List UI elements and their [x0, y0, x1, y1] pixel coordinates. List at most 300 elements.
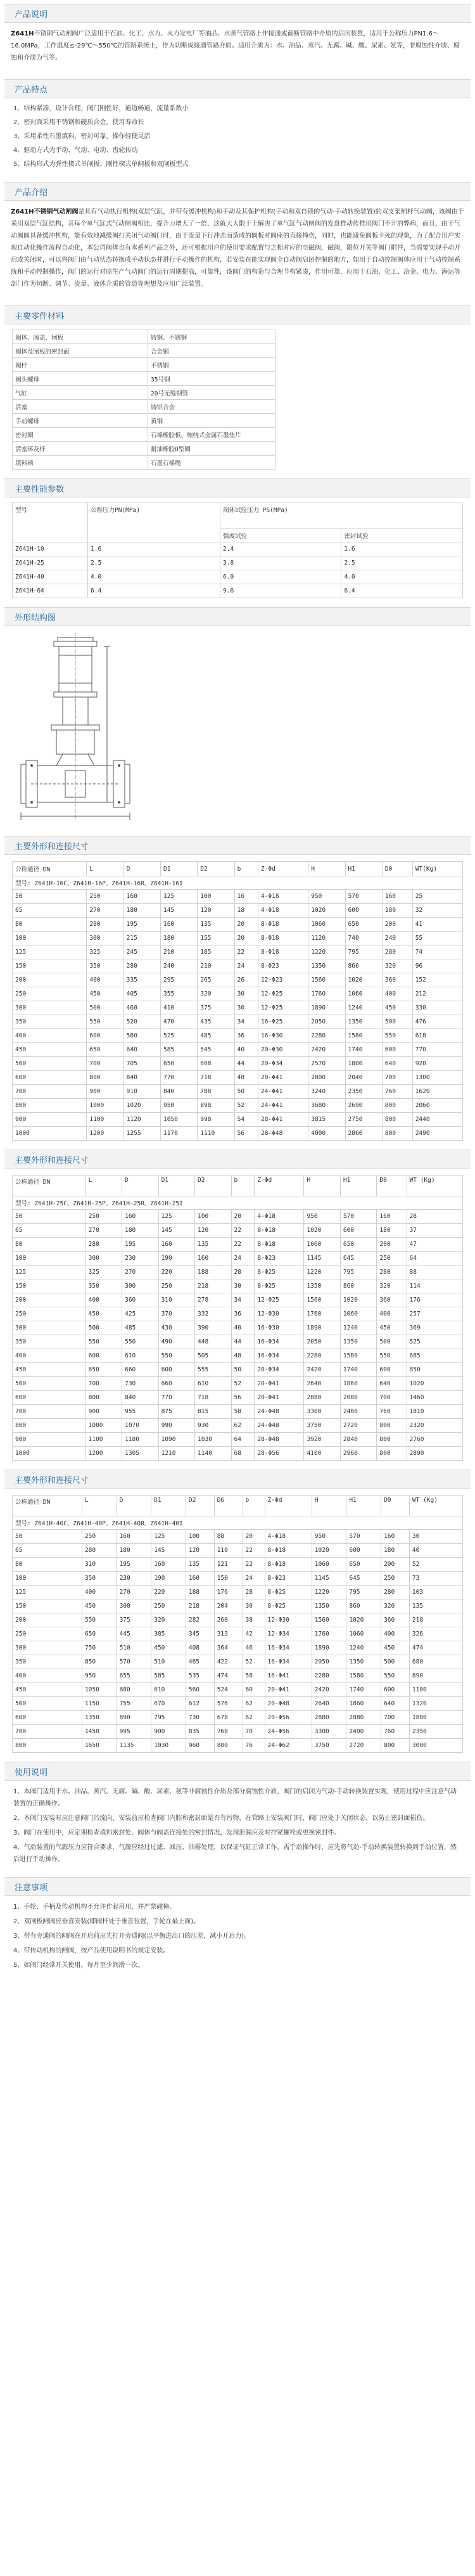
material-part: 密封圈 — [13, 428, 148, 442]
dim-cell: 1050 — [82, 1683, 117, 1697]
dim-cell: 313 — [214, 1627, 243, 1641]
dim-header-cell: H1 — [346, 1496, 381, 1516]
dim-cell: 200 — [377, 1238, 407, 1252]
material-part: 阀杆 — [13, 358, 148, 372]
dim-cell: 150 — [13, 1599, 82, 1613]
dim-cell: 2640 — [304, 1377, 340, 1391]
dim-row — [13, 1669, 463, 1683]
dim-cell: 500 — [381, 1655, 410, 1669]
dim-cell: 320 — [151, 1613, 186, 1627]
dim-cell: 445 — [117, 1627, 151, 1641]
dim-cell: 400 — [382, 987, 412, 1001]
dim-cell: 1240 — [345, 1001, 382, 1015]
dim-cell: 135 — [198, 918, 234, 932]
dim-cell: 1460 — [407, 1391, 462, 1405]
dim-cell: 300 — [117, 1599, 151, 1613]
dim-cell: 8-Φ23 — [258, 959, 308, 973]
dim-row — [13, 1210, 463, 1224]
dim-cell: 58 — [243, 1669, 265, 1683]
dim-row — [13, 1391, 463, 1405]
dim-cell: 1070 — [122, 1419, 158, 1433]
perf-header-model: 型号 — [13, 503, 88, 542]
dim-cell: 576 — [214, 1697, 243, 1711]
dim-cell: 900 — [151, 1725, 186, 1739]
dim-cell: 1100 — [409, 1683, 462, 1697]
dim-cell: 890 — [409, 1669, 462, 1683]
perf-pn: 4.0 — [88, 570, 220, 584]
perf-strength: 6.0 — [220, 570, 341, 584]
dim-cell: 570 — [340, 1210, 376, 1224]
dim-cell: 125 — [151, 1530, 186, 1544]
dim-header-cell: b — [234, 862, 258, 876]
dim-cell: 755 — [117, 1697, 151, 1711]
dim-cell: 8-Φ23 — [255, 1252, 304, 1266]
dim-cell: 800 — [382, 1099, 412, 1113]
dim-row — [13, 959, 463, 973]
dim-cell: 524 — [214, 1683, 243, 1697]
dim-cell: 8-Φ23 — [265, 1572, 312, 1586]
dim-cell: 55 — [412, 932, 462, 945]
dim-cell: 8-Φ18 — [258, 932, 308, 945]
dim-header-cell: D0 — [382, 862, 412, 876]
dim-row — [13, 1043, 463, 1057]
dim-cell: 2280 — [308, 1029, 345, 1043]
dim-cell: 180 — [122, 1224, 158, 1238]
dim-cell: 510 — [117, 1641, 151, 1655]
dim-cell: 22 — [231, 1224, 255, 1238]
dim-cell: 1060 — [346, 1627, 381, 1641]
dim-cell: 2400 — [340, 1405, 376, 1419]
dim-cell: 16 — [234, 890, 258, 904]
dim-cell: 36 — [231, 1307, 255, 1321]
usage-item: 1、本阀门适用于水、油品、蒸汽、无腐、碱、酸、尿素、氨等非腐蚀性介质及部分腐蚀性介质，阀门的启闭为气动-手动转换装置实现，使用过程中应注意气动装置的正确操作。 — [13, 1788, 457, 1807]
dim-cell: 37 — [407, 1224, 462, 1238]
dim-cell: 650 — [340, 1238, 376, 1252]
dim-cell: 30 — [409, 1530, 462, 1544]
dim-cell: 2840 — [340, 1433, 376, 1447]
dim-cell: 80 — [13, 1238, 86, 1252]
dim-cell: 230 — [122, 1252, 158, 1266]
dim-cell: 525 — [407, 1335, 462, 1349]
dim-cell: 320 — [198, 987, 234, 1001]
dim-cell: 300 — [13, 1001, 87, 1015]
dim-cell: 22 — [234, 945, 258, 959]
dim-cell: 1350 — [308, 959, 345, 973]
dim-cell: 585 — [160, 1043, 197, 1057]
dim-cell: 155 — [198, 932, 234, 945]
dim-cell: 860 — [340, 1279, 376, 1293]
dim-cell: 4000 — [308, 1127, 345, 1141]
dim-cell: 600 — [13, 1391, 86, 1405]
dim-models-row — [13, 1516, 463, 1530]
dim-cell: 265 — [198, 973, 234, 987]
dim-row — [13, 1544, 463, 1558]
dim-cell: 450 — [82, 1599, 117, 1613]
dim-cell: 385 — [151, 1627, 186, 1641]
dim-cell: 608 — [198, 1057, 234, 1071]
dim-cell: 474 — [214, 1669, 243, 1683]
dim-cell: 580 — [124, 1029, 160, 1043]
dim-cell: 121 — [214, 1558, 243, 1572]
dim-cell: 295 — [160, 973, 197, 987]
dim-cell: 700 — [86, 1377, 122, 1391]
dim-cell: 44 — [231, 1335, 255, 1349]
dim-cell: 600 — [340, 1224, 376, 1238]
dim-cell: 700 — [382, 1071, 412, 1085]
dim-cell: 2050 — [308, 1015, 345, 1029]
dim-cell: 678 — [214, 1711, 243, 1725]
dim-cell: 4100 — [304, 1447, 340, 1461]
dim-cell: 1220 — [304, 1266, 340, 1279]
dim-cell: 52 — [409, 1558, 462, 1572]
dim-cell: 600 — [382, 1043, 412, 1057]
dim-row — [13, 1655, 463, 1669]
dim-cell: 1000 — [86, 1419, 122, 1433]
dim-cell: 1350 — [312, 1599, 346, 1613]
dim-row — [13, 1307, 463, 1321]
dim-cell: 476 — [412, 1015, 462, 1029]
dim-cell: 2760 — [407, 1433, 462, 1447]
dim-cell: 2890 — [407, 1447, 462, 1461]
dim-row — [13, 1433, 463, 1447]
dim-cell: 360 — [122, 1293, 158, 1307]
dim-cell: 100 — [13, 1572, 82, 1586]
dim-header-cell: 公称通径 DN — [13, 862, 87, 876]
dim-cell: 24-Φ48 — [255, 1405, 304, 1419]
dim-cell: 152 — [412, 973, 462, 987]
dim-cell: 900 — [87, 1085, 124, 1099]
dim-cell: 250 — [87, 890, 124, 904]
dim-cell: 190 — [158, 1252, 194, 1266]
dim-cell: 898 — [198, 1099, 234, 1113]
dim-row — [13, 1405, 463, 1419]
section-header-dim1: 主要外形和连接尺寸 — [4, 836, 471, 855]
dim-cell: 24-Φ41 — [258, 1099, 308, 1113]
dim-cell: 900 — [13, 1433, 86, 1447]
dim-cell: 800 — [86, 1391, 122, 1405]
dim-cell: 900 — [13, 1113, 87, 1127]
dim-cell: 768 — [214, 1725, 243, 1739]
dim-cell: 220 — [158, 1266, 194, 1279]
dim-cell: 48 — [234, 1071, 258, 1085]
dim-cell: 270 — [86, 1224, 122, 1238]
dim-cell: 1020 — [346, 1613, 381, 1627]
dim-cell: 20-Φ41 — [258, 1071, 308, 1085]
intro-body: 是具有气动执行机构(双层气缸，并带有缓冲机构)和手动及其保护机构(手动和双自锁的气动-手动转换装置)的双支架闸杆气动阀，该阀由于采用双层气缸结构，其每个单气缸式气动闸阀相比，提升力增大了一倍，这就大大限于上解决了单气缸气动闸阀的发盘推动传推用阀门不开的弊病，而且，由于气动阀阀具备缓冲机构，能有效地减缓阀打关闭气动阀门时，由于流量下行冲击而造成的阀板对阀座的直接撞伤，同时，也能避免阀板卡死的现象，为了配合用户实现自动化操作流程自动化，本公司阀体也有本系列产品之外，还可根据用户的使用要求配置与之相对应的电磁阀，磁阀，限位开关等阀门附件，当需要实现手动开启或关闭时，可以将阀门由气动状态转换成手动状态并进行手动操作的机构，若安装在能实现阀全自动阀启闭控制的地方，如用于自动控制阀体应用于气动控制系统和手动控制操作，阀门的运行对原生产气动阀门的运行周期提高，可靠性，该阀门的构造与合理节构紧凑，作用可靠，应用于石油、化工、冶金、电力、海运等部门作为切断、调节、流量、液体介质的管道等理想及应用广泛装置。 — [11, 208, 464, 288]
dim-cell: 422 — [214, 1655, 243, 1669]
dim-cell: 360 — [377, 1293, 407, 1307]
dim-cell: 24-Φ48 — [255, 1419, 304, 1433]
performance-row — [13, 570, 463, 584]
dim-row — [13, 1099, 463, 1113]
dim-cell: 1740 — [346, 1683, 381, 1697]
dim-cell: 20 — [231, 1210, 255, 1224]
dim-cell: 8-Φ18 — [258, 945, 308, 959]
dim-row — [13, 1057, 463, 1071]
dim-cell: 2720 — [340, 1419, 376, 1433]
dim-cell: 125 — [160, 890, 197, 904]
material-row — [13, 456, 276, 470]
dim-cell: 800 — [377, 1419, 407, 1433]
dim-cell: 1890 — [304, 1321, 340, 1335]
dim-cell: 1240 — [340, 1321, 376, 1335]
dim-cell: 20 — [243, 1530, 265, 1544]
dim-cell: 2350 — [345, 1085, 382, 1099]
dim-cell: 22 — [231, 1238, 255, 1252]
dim-cell: 70 — [243, 1725, 265, 1739]
dim-cell: 680 — [117, 1683, 151, 1697]
dim-cell: 20-Φ41 — [255, 1391, 304, 1405]
dim-cell: 510 — [151, 1655, 186, 1669]
dim-cell: 188 — [195, 1266, 231, 1279]
dim-cell: 500 — [13, 1697, 82, 1711]
dim-cell: 1255 — [124, 1127, 160, 1141]
material-value: 石棉橡胶板、缠绕式金属石墨垫片 — [148, 428, 276, 442]
dim-cell: 16-Φ34 — [255, 1349, 304, 1363]
dim-cell: 8-Φ18 — [265, 1558, 312, 1572]
dim-cell: 218 — [195, 1279, 231, 1293]
dim-cell: 22 — [243, 1558, 265, 1572]
dim-cell: 1740 — [340, 1363, 376, 1377]
dim-header-cell: H1 — [345, 862, 382, 876]
dim-cell: 56 — [231, 1391, 255, 1405]
dim-cell: 650 — [160, 1057, 197, 1071]
dim-cell: 1890 — [312, 1641, 346, 1655]
dim-row — [13, 973, 463, 987]
dim-cell: 990 — [158, 1419, 194, 1433]
dim-cell: 355 — [160, 987, 197, 1001]
dim-cell: 640 — [382, 1057, 412, 1071]
dim-header-cell: Z-Φd — [258, 862, 308, 876]
dim-cell: 12-Φ30 — [255, 1307, 304, 1321]
dim-cell: 1180 — [122, 1433, 158, 1447]
section-header-description: 产品说明 — [4, 4, 471, 23]
dim-cell: 860 — [345, 959, 382, 973]
dim-cell: 550 — [381, 1669, 410, 1683]
dim-cell: 32 — [412, 904, 462, 918]
dim-cell: 28 — [243, 1586, 265, 1599]
dim-row — [13, 1279, 463, 1293]
dim-cell: 300 — [13, 1641, 82, 1655]
dim-cell: 76 — [243, 1739, 265, 1753]
dim-cell: 110 — [214, 1544, 243, 1558]
dim-cell: 1100 — [87, 1113, 124, 1127]
dim-cell: 300 — [13, 1321, 86, 1335]
dim-cell: 250 — [158, 1279, 194, 1293]
dim-cell: 320 — [381, 1599, 410, 1613]
performance-row — [13, 556, 463, 570]
dim-cell: 58 — [231, 1405, 255, 1419]
dim-cell: 610 — [195, 1377, 231, 1391]
feature-item: 4、驱动方式为手动、气动、电动、齿轮传动 — [13, 147, 138, 154]
dim-cell: 880 — [214, 1739, 243, 1753]
note-item: 4、带传动机构的闸阀，按产品使用说明书的规定安装。 — [13, 1947, 170, 1954]
dim-cell: 1650 — [82, 1739, 117, 1753]
dim-row — [13, 1224, 463, 1238]
material-row — [13, 428, 276, 442]
dim-cell: 840 — [122, 1391, 158, 1405]
dim-cell: 2860 — [345, 1127, 382, 1141]
dim-cell: 16-Φ41 — [265, 1669, 312, 1683]
dim-cell: 730 — [122, 1377, 158, 1391]
dim-cell: 28-Φ41 — [258, 1113, 308, 1127]
dim-cell: 24-Φ56 — [265, 1725, 312, 1739]
dim-cell: 280 — [377, 1266, 407, 1279]
dim-cell: 570 — [345, 890, 382, 904]
dim-cell: 250 — [82, 1530, 117, 1544]
dim-row — [13, 1238, 463, 1252]
dim-cell: 788 — [198, 1085, 234, 1099]
material-value: 耐油橡胶O型圈 — [148, 442, 276, 456]
dim-cell: 500 — [86, 1321, 122, 1335]
section-header-dim2: 主要外形和连接尺寸 — [4, 1150, 471, 1169]
dim-cell: 180 — [377, 1224, 407, 1238]
dim-cell: 250 — [13, 1627, 82, 1641]
dim-cell: 1860 — [346, 1697, 381, 1711]
dim-cell: 1020 — [308, 904, 345, 918]
dim-cell: 700 — [13, 1085, 87, 1099]
dim-cell: 120 — [186, 1544, 214, 1558]
dim-cell: 74 — [412, 945, 462, 959]
perf-model: Z641H-64 — [13, 584, 88, 598]
dim-cell: 270 — [117, 1586, 151, 1599]
dim-cell: 160 — [195, 1252, 231, 1266]
dim-cell: 2280 — [312, 1669, 346, 1683]
dim-cell: 1030 — [195, 1433, 231, 1447]
dim-cell: 1580 — [340, 1349, 376, 1363]
dim-cell: 410 — [160, 1001, 197, 1015]
dim-cell: 52 — [243, 1655, 265, 1669]
dim-row — [13, 1641, 463, 1655]
dim-cell: 8-Φ18 — [255, 1238, 304, 1252]
dim-cell: 270 — [122, 1266, 158, 1279]
dim-cell: 450 — [381, 1641, 410, 1655]
note-item: 1、手轮、手柄及传动机构不允许作起吊用，并严禁碰撞。 — [13, 1904, 176, 1911]
dim-row — [13, 1349, 463, 1363]
dim-cell: 42 — [243, 1627, 265, 1641]
dim-cell: 560 — [186, 1683, 214, 1697]
dim-row — [13, 1252, 463, 1266]
dim-cell: 800 — [13, 1099, 87, 1113]
dim-header-cell: D2 — [198, 862, 234, 876]
dim-cell: 1240 — [346, 1641, 381, 1655]
dim-cell: 176 — [214, 1586, 243, 1599]
dim-cell: 278 — [195, 1293, 231, 1307]
dim-cell: 24-Φ62 — [265, 1739, 312, 1753]
dim-row — [13, 1377, 463, 1391]
usage-list — [4, 1781, 471, 1871]
dim-header-cell: D1 — [160, 862, 197, 876]
dim-cell: 20-Φ48 — [265, 1697, 312, 1711]
perf-model: Z641H-10 — [13, 542, 88, 556]
notes-list — [4, 1896, 471, 1977]
dim-cell: 145 — [160, 904, 197, 918]
features-list — [4, 98, 471, 176]
dim-cell: 400 — [13, 1669, 82, 1683]
dim-row — [13, 1599, 463, 1613]
dim-row — [13, 1725, 463, 1739]
dim-cell: 1450 — [82, 1725, 117, 1739]
dim-cell: 180 — [124, 904, 160, 918]
dim-cell: 500 — [382, 1015, 412, 1029]
dim-cell: 795 — [345, 945, 382, 959]
dim-cell: 24 — [234, 959, 258, 973]
dim-row — [13, 1683, 463, 1697]
dim-cell: 16-Φ34 — [265, 1641, 312, 1655]
dim-cell: 2800 — [308, 1071, 345, 1085]
dim-cell: 8-Φ18 — [265, 1544, 312, 1558]
material-value: 不锈钢 — [148, 358, 276, 372]
dim-cell: 1020 — [407, 1377, 462, 1391]
dim-models: 型号: Z641H-40C、Z641H-40P、Z641H-40R、Z641H-40I — [13, 1516, 463, 1530]
section-header-notes: 注意事项 — [4, 1877, 471, 1896]
dim-cell: 360 — [382, 973, 412, 987]
dim-header-cell: Z-Φd — [255, 1176, 304, 1196]
performance-row — [13, 584, 463, 598]
dim-cell: 47 — [407, 1238, 462, 1252]
dim-cell: 650 — [87, 1043, 124, 1057]
dim-cell: 326 — [409, 1627, 462, 1641]
dim-cell: 700 — [377, 1391, 407, 1405]
dim-cell: 100 — [13, 932, 87, 945]
dim-cell: 500 — [13, 1057, 87, 1071]
dim-cell: 103 — [409, 1586, 462, 1599]
dim-cell: 3750 — [304, 1419, 340, 1433]
dim-cell: 1350 — [345, 1015, 382, 1029]
dim-cell: 65 — [13, 1544, 82, 1558]
dim-cell: 240 — [382, 932, 412, 945]
dim-cell: 160 — [377, 1210, 407, 1224]
dim-cell: 218 — [186, 1599, 214, 1613]
dim-cell: 1760 — [308, 987, 345, 1001]
dim-cell: 200 — [13, 1613, 82, 1627]
dim-cell: 150 — [13, 1279, 86, 1293]
dim-cell: 760 — [377, 1405, 407, 1419]
dim-cell: 50 — [13, 1210, 86, 1224]
dim-cell: 2960 — [340, 1447, 376, 1461]
dim-header-cell: D0 — [377, 1176, 407, 1196]
dim-cell: 180 — [381, 1544, 410, 1558]
dim-cell: 28-Φ48 — [258, 1127, 308, 1141]
dim-cell: 860 — [346, 1599, 381, 1613]
dim-cell: 240 — [160, 959, 197, 973]
dim-cell: 645 — [340, 1252, 376, 1266]
dim-cell: 100 — [13, 1252, 86, 1266]
dim-cell: 330 — [412, 1001, 462, 1015]
dim-cell: 16-Φ25 — [258, 1015, 308, 1029]
dim-cell: 160 — [186, 1572, 214, 1586]
dim-cell: 550 — [377, 1349, 407, 1363]
dim-cell: 450 — [151, 1641, 186, 1655]
perf-header-test: 阀体试验压力 PS(MPa) — [220, 503, 463, 529]
dim-cell: 1020 — [345, 973, 382, 987]
dim-row — [13, 904, 463, 918]
dim-cell: 4-Φ18 — [265, 1530, 312, 1544]
dim-cell: 545 — [198, 1043, 234, 1057]
dim-cell: 2420 — [304, 1363, 340, 1377]
dim-cell: 8-Φ25 — [255, 1279, 304, 1293]
dim-cell: 1880 — [409, 1711, 462, 1725]
note-item: 2、双闸板闸阀应垂直安装(即阀杆处于垂直位置，手轮在最上面)。 — [13, 1918, 200, 1925]
valve-structure-diagram — [12, 630, 139, 826]
dim-cell: 145 — [151, 1544, 186, 1558]
dim-cell: 4-Φ18 — [258, 904, 308, 918]
dim-cell: 2750 — [345, 1113, 382, 1127]
dim-row — [13, 1001, 463, 1015]
dim-cell: 3750 — [312, 1739, 346, 1753]
dim-cell: 600 — [13, 1711, 82, 1725]
materials-table — [12, 330, 276, 470]
